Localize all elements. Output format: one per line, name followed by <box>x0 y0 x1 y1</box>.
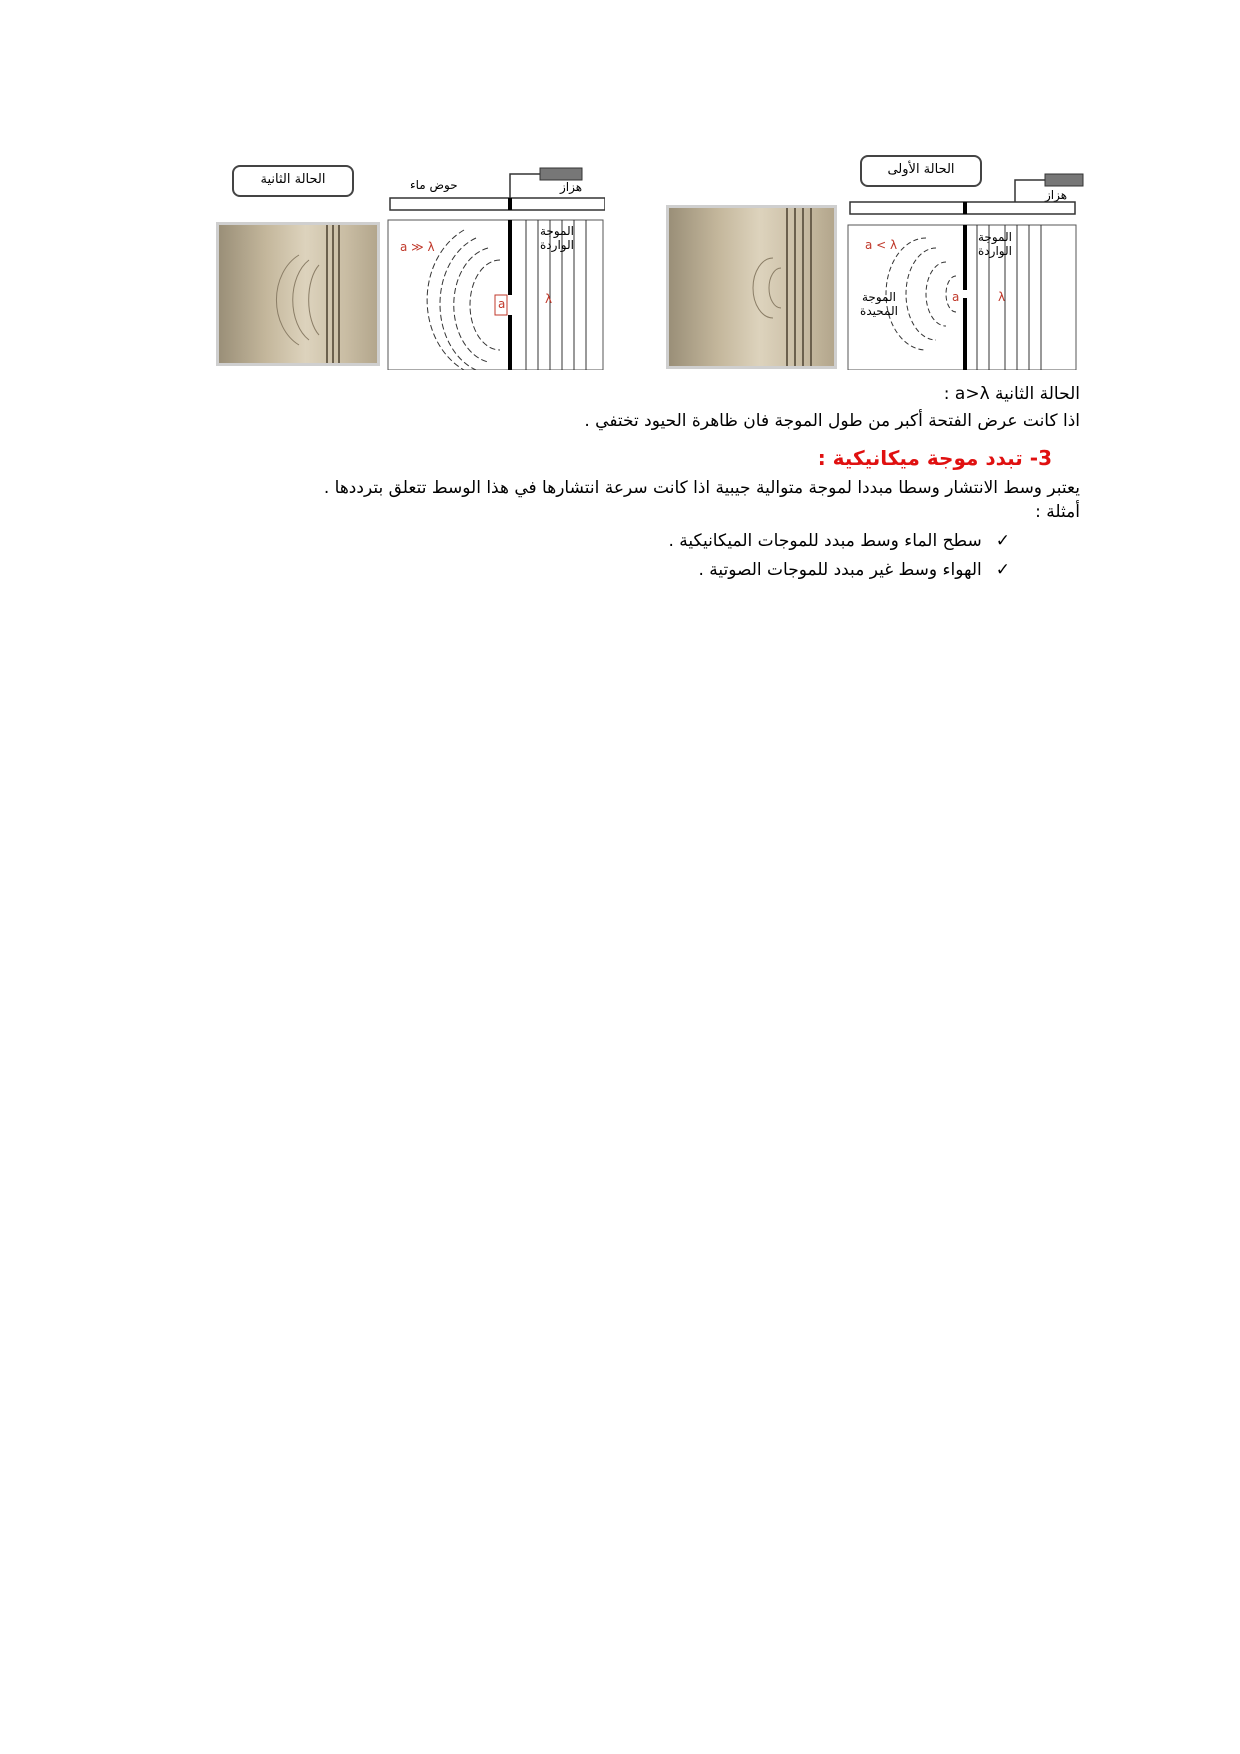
case1-photo <box>666 205 837 369</box>
vibrator-label-1: هزاز <box>1045 188 1068 202</box>
condition-label-2: a ≫ λ <box>400 240 435 254</box>
section-heading: 3- تبدد موجة ميكانيكية : <box>817 446 1052 470</box>
dispersion-definition: يعتبر وسط الانتشار وسطا مبددا لموجة متوالية جيبية اذا كانت سرعة انتشارها في هذا الوسط تتعلق بترددها . <box>323 478 1080 498</box>
figure-case1 <box>660 150 1085 370</box>
case1-title-box: الحالة الأولى <box>860 155 982 187</box>
check-icon: ✓ <box>995 531 1010 551</box>
check-icon: ✓ <box>995 560 1010 580</box>
diffracted-wave-label: الموجة المحيدة <box>860 290 898 318</box>
incident-wave-label-1: الموجة الواردة <box>978 230 1012 258</box>
a-label-2: a <box>498 297 506 311</box>
case2-explanation: اذا كانت عرض الفتحة أكبر من طول الموجة فان ظاهرة الحيود تختفي . <box>584 411 1080 431</box>
list-item <box>698 560 1010 580</box>
vibrator-label: هزاز <box>560 180 583 194</box>
examples-label: أمثلة : <box>1035 502 1080 522</box>
water-basin-label: حوض ماء <box>410 178 458 192</box>
condition-label-1: a < λ <box>865 238 898 252</box>
lambda-label-1: λ <box>998 290 1006 304</box>
lambda-label-2: λ <box>545 292 553 306</box>
case2-title-box: الحالة الثانية <box>232 165 354 197</box>
vibrator-rect-1 <box>1045 174 1083 186</box>
example-text: الهواء وسط غير مبدد للموجات الصوتية . <box>698 560 982 580</box>
case2-photo <box>216 222 380 366</box>
incident-wave-label-2: الموجة الواردة <box>540 224 574 252</box>
vibrator-rect <box>540 168 582 180</box>
a-label-1: a <box>952 290 960 304</box>
case2-line: الحالة الثانية a>λ : <box>943 384 1080 404</box>
example-text: سطح الماء وسط مبدد للموجات الميكانيكية . <box>668 531 982 551</box>
list-item <box>669 531 1011 551</box>
figure-case2 <box>210 160 605 370</box>
